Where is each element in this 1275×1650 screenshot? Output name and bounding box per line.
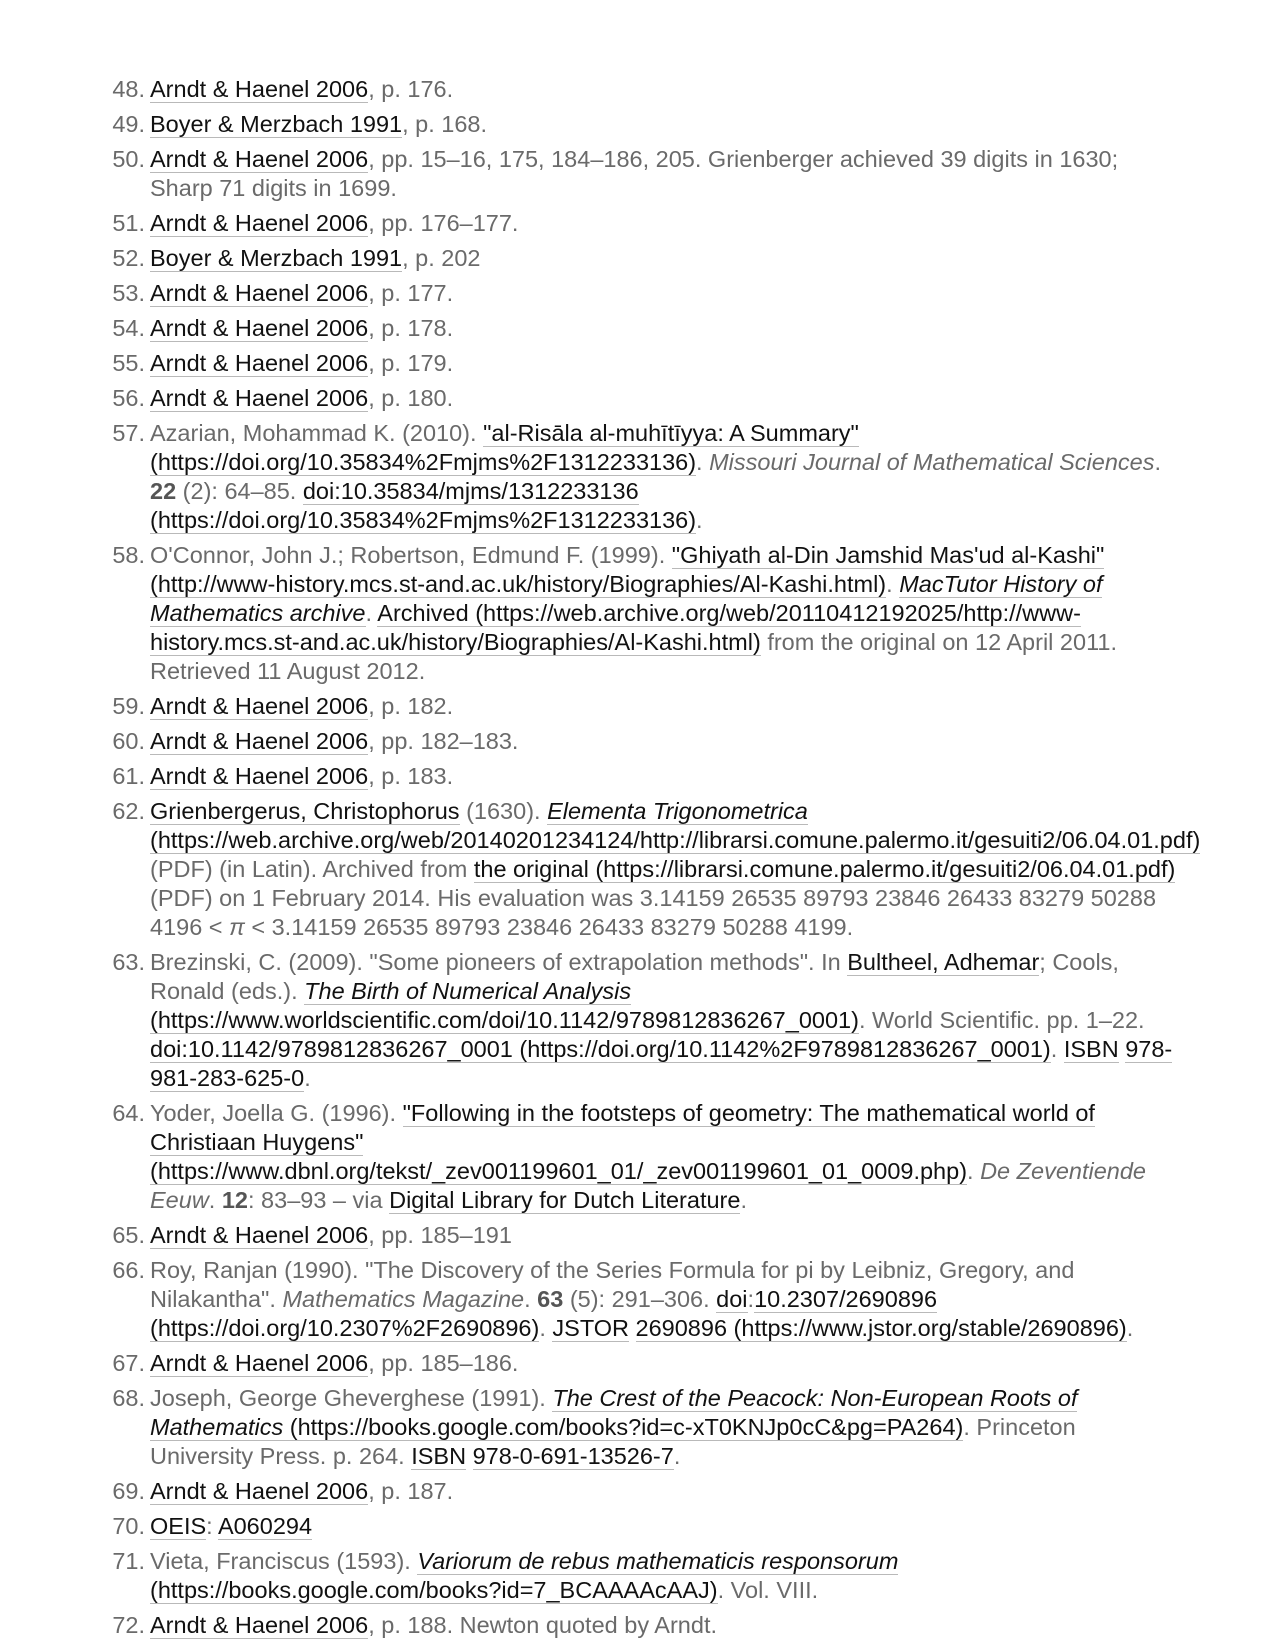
citation-text: . bbox=[967, 1158, 981, 1184]
reference-item bbox=[105, 692, 1185, 721]
citation-link[interactable]: Variorum de rebus mathematicis responsorum bbox=[417, 1548, 899, 1574]
citation-text: . Princeton University Press. p. 264. bbox=[150, 1414, 1076, 1469]
reference-item bbox=[105, 314, 1185, 343]
reference-item bbox=[105, 762, 1185, 791]
reference-number: 58. bbox=[112, 542, 145, 568]
citation-text: (5): 291–306. bbox=[563, 1286, 717, 1312]
citation-link[interactable]: Bultheel, Adhemar bbox=[847, 949, 1040, 975]
citation-link[interactable]: Arndt & Haenel 2006 bbox=[150, 76, 369, 102]
reference-number: 57. bbox=[112, 420, 145, 446]
citation-text: . bbox=[696, 507, 703, 533]
citation-text: . bbox=[524, 1286, 538, 1312]
citation-link[interactable]: Arndt & Haenel 2006 bbox=[150, 763, 369, 789]
citation-link[interactable]: Arndt & Haenel 2006 bbox=[150, 315, 369, 341]
citation-link[interactable]: Arndt & Haenel 2006 bbox=[150, 1222, 369, 1248]
reference-number: 48. bbox=[112, 76, 145, 102]
reference-number: 65. bbox=[112, 1222, 145, 1248]
reference-number: 63. bbox=[112, 949, 145, 975]
citation-link[interactable]: 10.2307/2690896 (https://doi.org/10.2307%2F2690896) bbox=[150, 1286, 938, 1341]
citation-link[interactable]: Arndt & Haenel 2006 bbox=[150, 693, 369, 719]
citation-text: . bbox=[1154, 449, 1162, 475]
citation-link[interactable]: 2690896 (https://www.jstor.org/stable/2690896) bbox=[635, 1315, 1127, 1341]
citation-link[interactable]: Elementa Trigonometrica bbox=[547, 798, 808, 824]
citation-link[interactable]: Archived (https://web.archive.org/web/20110412192025/http://www-history.mcs.st-and.ac.uk/history/Biographies/Al-Kashi.html) bbox=[150, 600, 1081, 655]
volume-number: 63 bbox=[537, 1286, 564, 1312]
citation-text: O'Connor, John J.; Robertson, Edmund F. (1999). bbox=[150, 542, 672, 568]
reference-item bbox=[105, 384, 1185, 413]
citation-text: . World Scientific. pp. 1–22. bbox=[858, 1007, 1145, 1033]
citation-link[interactable]: "Following in the footsteps of geometry: The mathematical world of Christiaan Huygens" (https://www.dbnl.org/tekst/_zev001199601_01/_zev001199601_01_0009.php) bbox=[150, 1100, 1095, 1184]
reference-number: 70. bbox=[112, 1513, 145, 1539]
citation-link[interactable]: the original (https://librarsi.comune.palermo.it/gesuiti2/06.04.01.pdf) bbox=[473, 856, 1176, 882]
citation-text: , pp. 185–191 bbox=[368, 1222, 512, 1248]
citation-text: . bbox=[886, 571, 900, 597]
citation-text: Vieta, Franciscus (1593). bbox=[150, 1548, 418, 1574]
references-list bbox=[105, 75, 1201, 1646]
reference-item bbox=[105, 145, 1185, 203]
volume-number: 12 bbox=[221, 1187, 248, 1213]
reference-number: 60. bbox=[112, 728, 145, 754]
citation-text: (1630). bbox=[459, 798, 548, 824]
reference-number: 54. bbox=[112, 315, 145, 341]
citation-text: , p. 179. bbox=[368, 350, 454, 376]
reference-item bbox=[105, 1221, 1185, 1250]
citation-link[interactable]: doi bbox=[716, 1286, 748, 1312]
reference-item bbox=[105, 110, 1185, 139]
citation-link[interactable]: ISBN bbox=[411, 1443, 467, 1469]
citation-link[interactable]: A060294 bbox=[217, 1513, 313, 1539]
reference-number: 62. bbox=[112, 798, 145, 824]
citation-text: , p. 202 bbox=[402, 245, 481, 271]
reference-item bbox=[105, 1349, 1185, 1378]
reference-number: 72. bbox=[112, 1612, 145, 1638]
citation-link[interactable]: Arndt & Haenel 2006 bbox=[150, 280, 369, 306]
reference-number: 52. bbox=[112, 245, 145, 271]
citation-text: . bbox=[539, 1315, 553, 1341]
reference-item bbox=[105, 1547, 1185, 1605]
reference-number: 49. bbox=[112, 111, 145, 137]
citation-text: , pp. 185–186. bbox=[368, 1350, 519, 1376]
citation-link[interactable]: Digital Library for Dutch Literature bbox=[389, 1187, 741, 1213]
citation-text: Brezinski, C. (2009). "Some pioneers of extrapolation methods". In bbox=[150, 949, 848, 975]
citation-link[interactable]: Arndt & Haenel 2006 bbox=[150, 1478, 369, 1504]
citation-text: , p. 168. bbox=[402, 111, 488, 137]
citation-text: ; Cools, Ronald (eds.). bbox=[150, 949, 1119, 1004]
citation-link[interactable]: The Crest of the Peacock: Non-European Roots of Mathematics bbox=[150, 1385, 1078, 1440]
citation-link[interactable]: MacTutor History of Mathematics archive bbox=[150, 571, 1103, 626]
citation-text: (2): 64–85. bbox=[176, 478, 303, 504]
citation-text: . bbox=[740, 1187, 747, 1213]
citation-text: , p. 188. Newton quoted by Arndt. bbox=[368, 1612, 718, 1638]
reference-number: 50. bbox=[112, 146, 145, 172]
citation-text: Azarian, Mohammad K. (2010). bbox=[150, 420, 484, 446]
citation-text: < 3.14159 26535 89793 23846 26433 83279 50288 4199. bbox=[244, 914, 854, 940]
reference-number: 56. bbox=[112, 385, 145, 411]
citation-text: . bbox=[696, 449, 710, 475]
citation-text: , p. 176. bbox=[368, 76, 454, 102]
citation-text: . bbox=[1126, 1315, 1134, 1341]
citation-link[interactable]: Grienbergerus, Christophorus bbox=[150, 798, 460, 824]
citation-text: : 83–93 – via bbox=[248, 1187, 390, 1213]
citation-link[interactable]: doi:10.1142/9789812836267_0001 (https://doi.org/10.1142%2F9789812836267_0001) bbox=[150, 1036, 1051, 1062]
citation-link[interactable]: "Ghiyath al-Din Jamshid Mas'ud al-Kashi" (http://www-history.mcs.st-and.ac.uk/history/Biographies/Al-Kashi.html) bbox=[150, 542, 1105, 597]
citation-link[interactable]: Arndt & Haenel 2006 bbox=[150, 350, 369, 376]
citation-link[interactable]: "al-Risāla al-muhītīyya: A Summary" (https://doi.org/10.35834%2Fmjms%2F1312233136) bbox=[150, 420, 859, 475]
citation-text: , p. 177. bbox=[368, 280, 454, 306]
citation-text: Joseph, George Gheverghese (1991). bbox=[150, 1385, 553, 1411]
citation-text bbox=[629, 1315, 636, 1341]
citation-text: , p. 187. bbox=[368, 1478, 454, 1504]
citation-link[interactable]: doi:10.35834/mjms/1312233136 (https://doi.org/10.35834%2Fmjms%2F1312233136) bbox=[150, 478, 697, 533]
volume-number: 22 bbox=[150, 478, 177, 504]
reference-item bbox=[105, 1512, 1185, 1541]
citation-text: from the original on 12 April 2011. Retrieved 11 August 2012. bbox=[150, 629, 1117, 684]
reference-item bbox=[105, 349, 1185, 378]
reference-number: 66. bbox=[112, 1257, 145, 1283]
citation-link[interactable]: (https://books.google.com/books?id=c-xT0KNJp0cC&pg=PA264) bbox=[283, 1414, 964, 1440]
reference-item bbox=[105, 1477, 1185, 1506]
reference-number: 67. bbox=[112, 1350, 145, 1376]
reference-number: 61. bbox=[112, 763, 145, 789]
reference-item bbox=[105, 948, 1185, 1093]
citation-link[interactable]: Arndt & Haenel 2006 bbox=[150, 728, 369, 754]
citation-text bbox=[466, 1443, 473, 1469]
citation-text: Roy, Ranjan (1990). "The Discovery of the Series Formula for pi by Leibniz, Gregory, and Nilakantha". bbox=[150, 1257, 1075, 1312]
citation-link[interactable]: 978-981-283-625-0 bbox=[150, 1036, 1173, 1091]
reference-item bbox=[105, 244, 1185, 273]
reference-item bbox=[105, 1384, 1185, 1471]
citation-link[interactable]: 978-0-691-13526-7 bbox=[472, 1443, 674, 1469]
citation-link[interactable]: Arndt & Haenel 2006 bbox=[150, 146, 369, 172]
publication-title: Missouri Journal of Mathematical Sciences bbox=[709, 449, 1155, 475]
publication-title: De Zeventiende Eeuw bbox=[150, 1158, 1146, 1213]
citation-text: , p. 180. bbox=[368, 385, 454, 411]
publication-title: Mathematics Magazine bbox=[282, 1286, 525, 1312]
citation-link[interactable]: (https://web.archive.org/web/20140201234124/http://librarsi.comune.palermo.it/gesuiti2/06.04.01.pdf) bbox=[150, 827, 1201, 853]
citation-text: . bbox=[365, 600, 378, 626]
citation-link[interactable]: The Birth of Numerical Analysis bbox=[304, 978, 632, 1004]
citation-text: , p. 182. bbox=[368, 693, 454, 719]
citation-text: , pp. 182–183. bbox=[368, 728, 519, 754]
publication-title: π bbox=[229, 914, 245, 940]
citation-text: (PDF) on 1 February 2014. His evaluation was 3.14159 26535 89793 23846 26433 83279 50288 4196 < bbox=[150, 885, 1157, 940]
reference-item bbox=[105, 279, 1185, 308]
citation-link[interactable]: Arndt & Haenel 2006 bbox=[150, 210, 369, 236]
reference-number: 51. bbox=[112, 210, 145, 236]
citation-text: (PDF) (in Latin). Archived from bbox=[150, 856, 474, 882]
citation-link[interactable]: OEIS bbox=[150, 1513, 207, 1539]
reference-number: 53. bbox=[112, 280, 145, 306]
reference-item bbox=[105, 1256, 1185, 1343]
citation-link[interactable]: Arndt & Haenel 2006 bbox=[150, 1612, 369, 1638]
reference-item bbox=[105, 727, 1185, 756]
citation-text: Yoder, Joella G. (1996). bbox=[150, 1100, 403, 1126]
reference-number: 68. bbox=[112, 1385, 145, 1411]
citation-link[interactable]: Boyer & Merzbach 1991 bbox=[150, 245, 403, 271]
citation-text: : bbox=[747, 1286, 755, 1312]
reference-item bbox=[105, 209, 1185, 238]
reference-item bbox=[105, 1611, 1185, 1640]
reference-item bbox=[105, 75, 1185, 104]
reference-item bbox=[105, 541, 1185, 686]
reference-item bbox=[105, 797, 1201, 942]
citation-text: . bbox=[208, 1187, 222, 1213]
reference-number: 55. bbox=[112, 350, 145, 376]
citation-link[interactable]: Arndt & Haenel 2006 bbox=[150, 385, 369, 411]
citation-text: : bbox=[206, 1513, 218, 1539]
citation-link[interactable]: JSTOR bbox=[552, 1315, 629, 1341]
citation-text: . bbox=[1050, 1036, 1064, 1062]
reference-number: 69. bbox=[112, 1478, 145, 1504]
citation-link[interactable]: Boyer & Merzbach 1991 bbox=[150, 111, 403, 137]
citation-link[interactable]: (https://www.worldscientific.com/doi/10.1142/9789812836267_0001) bbox=[150, 1007, 859, 1033]
reference-number: 59. bbox=[112, 693, 145, 719]
citation-text: , p. 178. bbox=[368, 315, 454, 341]
reference-item bbox=[105, 419, 1185, 535]
citation-text: . bbox=[673, 1443, 681, 1469]
citation-link[interactable]: ISBN bbox=[1063, 1036, 1119, 1062]
citation-text: . bbox=[304, 1065, 311, 1091]
citation-text: , pp. 176–177. bbox=[368, 210, 519, 236]
citation-text: , pp. 15–16, 175, 184–186, 205. Grienberger achieved 39 digits in 1630; Sharp 71 digits in 1699. bbox=[150, 146, 1119, 201]
citation-link[interactable]: (https://books.google.com/books?id=7_BCAAAAcAAJ) bbox=[150, 1577, 718, 1603]
reference-number: 71. bbox=[112, 1548, 145, 1574]
citation-text: , p. 183. bbox=[368, 763, 454, 789]
reference-item bbox=[105, 1099, 1185, 1215]
reference-number: 64. bbox=[112, 1100, 145, 1126]
citation-link[interactable]: Arndt & Haenel 2006 bbox=[150, 1350, 369, 1376]
citation-text: . Vol. VIII. bbox=[717, 1577, 819, 1603]
